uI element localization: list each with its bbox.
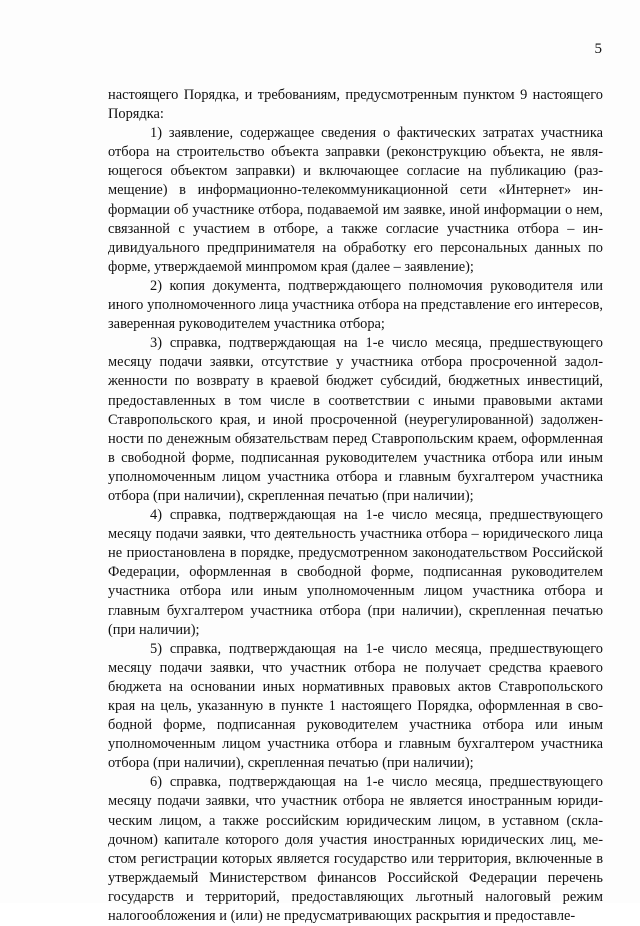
paragraph-item-4: 4) справка, подтверждающая на 1-е число месяца, предшествующего месяцу подачи заявки, что деятельность участника отбора – юридического лица не приостановлена в порядке, предусмотренном законодательством Российской Федерации, оформленная в свободной форме, подписанная руководителем участника отбора или иным уполномоченным лицом участника отбора и главным бухгалтером участника отбора (при наличии), скрепленная печатью (при наличии);: [108, 507, 603, 638]
paragraph-item-1: 1) заявление, содержащее сведения о фактических затратах участника отбора на строительство объекта заправки (реконструкцию объекта, не являющегося объектом заправки) и включающее согласие на публикацию (размещение) в информационно-телекоммуникационной сети «Интернет» информации об участнике отбора, подаваемой им заявке, иной информации о нем, связанной с участием в отборе, а также согласие участника отбора – индивидуального предпринимателя на обработку его персональных данных по форме, утверждаемой минпромом края (далее – заявление);: [108, 125, 603, 275]
paragraph-item-6: 6) справка, подтверждающая на 1-е число месяца, предшествующего месяцу подачи заявки, что участник отбора не является иностранным юридическим лицом, а также российским юридическим лицом, в уставном (складочном) капитале которого доля участия иностранных юридических лиц, местом регистрации которых является государство или территория, включенные в утверждаемый Министерством финансов Российской Федерации перечень государств и территорий, предоставляющих льготный налоговый режим налогообложения и (или) не предусматривающих раскрытия и предоставле-: [108, 774, 603, 925]
paragraph-item-3: 3) справка, подтверждающая на 1-е число месяца, предшествующего месяцу подачи заявки, отсутствие у участника отбора просроченной задолженности по возврату в краевой бюджет субсидий, бюджетных инвестиций, предоставленных в том числе в соответствии с иными правовыми актами Ставропольского края, и иной просроченной (неурегулированной) задолженности по денежным обязательствам перед Ставропольским краем, оформленная в свободной форме, подписанная руководителем участника отбора или иным уполномоченным лицом участника отбора и главным бухгалтером участника отбора (при наличии), скрепленная печатью (при наличии);: [108, 335, 603, 504]
page-number: 5: [594, 41, 602, 57]
document-body: [108, 86, 603, 926]
paragraph-item-2: 2) копия документа, подтверждающего полномочия руководителя или иного уполномоченного лица участника отбора на представление его интересов, заверенная руководителем участника отбора;: [108, 277, 603, 333]
paragraph-item-5: 5) справка, подтверждающая на 1-е число месяца, предшествующего месяцу подачи заявки, что участник отбора не получает средства краевого бюджета на основании иных нормативных правовых актов Ставропольского края на цель, указанную в пункте 1 настоящего Порядка, оформленная в свободной форме, подписанная руководителем участника отбора или иным уполномоченным лицом участника отбора и главным бухгалтером участника отбора (при наличии), скрепленная печатью (при наличии);: [108, 640, 603, 772]
paragraph-continuation: настоящего Порядка, и требованиям, предусмотренным пунктом 9 настоящего Порядка:: [108, 87, 603, 123]
